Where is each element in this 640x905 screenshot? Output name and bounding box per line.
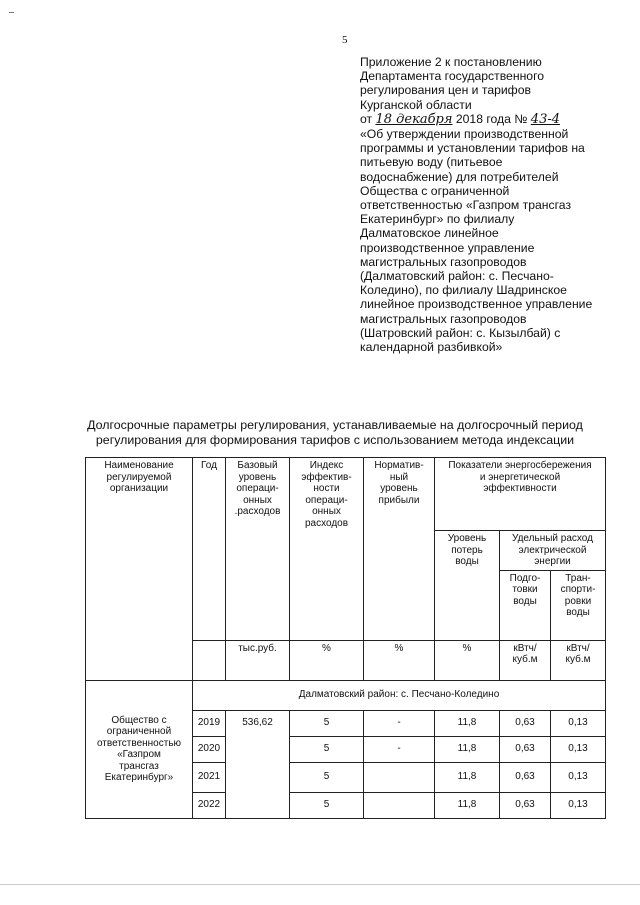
- header-loss: Уровень потерь воды: [435, 531, 500, 641]
- subject-line: линейное производственное управление: [360, 297, 593, 312]
- base-value-cell: 536,62: [226, 710, 290, 818]
- subject-line: календарной разбивкой»: [360, 340, 503, 355]
- header-profit: Норматив- ный уровень прибыли: [364, 458, 435, 641]
- subject-line: программы и установлении тарифов на: [360, 141, 585, 156]
- transport-cell: 0,13: [551, 710, 606, 736]
- transport-cell: 0,13: [551, 762, 606, 792]
- year-cell: 2019: [193, 710, 226, 736]
- page-number: 5: [342, 34, 348, 46]
- table-title-line: Долгосрочные параметры регулирования, устанавливаемые на долгосрочный период: [87, 418, 583, 432]
- profit-cell: -: [364, 736, 435, 762]
- loss-cell: 11,8: [435, 736, 500, 762]
- subject-line: «Об утверждении производственной: [360, 127, 569, 142]
- handwritten-number: 43-4: [530, 111, 561, 127]
- prep-cell: 0,63: [500, 792, 551, 818]
- subject-line: Екатеринбург» по филиалу: [360, 212, 515, 227]
- subject-line: Общества с ограниченной: [360, 183, 510, 198]
- org-name-cell: Общество с ограниченной ответственностью «Газпром трансгаз Екатеринбург»: [86, 680, 193, 818]
- subject-line: водоснабжение) для потребителей: [360, 169, 559, 184]
- unit-loss: %: [435, 640, 500, 680]
- subject-line: производственное управление: [360, 240, 535, 255]
- prep-cell: 0,63: [500, 736, 551, 762]
- subject-line: магистральных газопроводов: [360, 311, 527, 326]
- prep-cell: 0,63: [500, 710, 551, 736]
- year-cell: 2020: [193, 736, 226, 762]
- header-prep: Подго- товки воды: [500, 570, 551, 640]
- unit-profit: %: [364, 640, 435, 680]
- index-cell: 5: [290, 792, 364, 818]
- scan-mark: [9, 12, 14, 13]
- prep-cell: 0,63: [500, 762, 551, 792]
- appendix-line: регулирования цен и тарифов: [360, 83, 531, 98]
- header-transport: Тран- спорти- ровки воды: [551, 570, 606, 640]
- profit-cell: [364, 762, 435, 792]
- scan-edge-line: [0, 884, 640, 885]
- date-prefix: от: [360, 111, 373, 126]
- subject-line: питьевую воду (питьевое: [360, 155, 503, 170]
- year-cell: 2021: [193, 762, 226, 792]
- table-title: [70, 418, 600, 448]
- subject-line: (Далматовский район: с. Песчано-: [360, 269, 554, 284]
- loss-cell: 11,8: [435, 710, 500, 736]
- unit-year-empty: [193, 640, 226, 680]
- appendix-block: [360, 55, 620, 354]
- year-cell: 2022: [193, 792, 226, 818]
- profit-cell: -: [364, 710, 435, 736]
- index-cell: 5: [290, 762, 364, 792]
- header-energy: Показатели энергосбережения и энергетической эффективности: [435, 458, 606, 531]
- regulation-params-table: [85, 457, 606, 819]
- appendix-line: Департамента государственного: [360, 69, 545, 84]
- header-base: Базовый уровень операци- онных .расходов: [226, 458, 290, 641]
- index-cell: 5: [290, 736, 364, 762]
- subject-line: Далматовское линейное: [360, 226, 499, 241]
- index-cell: 5: [290, 710, 364, 736]
- handwritten-date: 18 декабря: [375, 111, 453, 127]
- subject-line: ответственностью «Газпром трансгаз: [360, 198, 572, 213]
- subject-line: (Шатровский район: с. Кызылбай) с: [360, 325, 561, 340]
- table-title-line: регулирования для формирования тарифов с использованием метода индексации: [95, 433, 575, 447]
- header-index: Индекс эффектив- ности операци- онных расходов: [290, 458, 364, 641]
- header-year: Год: [193, 458, 226, 641]
- header-specific: Удельный расход электрической энергии: [500, 531, 606, 571]
- unit-prep: кВтч/ куб.м: [500, 640, 551, 680]
- profit-cell: [364, 792, 435, 818]
- unit-transport: кВтч/ куб.м: [551, 640, 606, 680]
- transport-cell: 0,13: [551, 792, 606, 818]
- unit-index: %: [290, 640, 364, 680]
- date-suffix: 2018 года №: [455, 111, 528, 126]
- region-row: Далматовский район: с. Песчано-Колединo: [193, 680, 606, 710]
- appendix-line: Курганской области: [360, 97, 472, 112]
- transport-cell: 0,13: [551, 736, 606, 762]
- header-org: Наименование регулируемой организации: [86, 458, 193, 681]
- appendix-line: Приложение 2 к постановлению: [360, 55, 542, 69]
- subject-line: магистральных газопроводов: [360, 254, 527, 269]
- loss-cell: 11,8: [435, 792, 500, 818]
- unit-base: тыс.руб.: [226, 640, 290, 680]
- loss-cell: 11,8: [435, 762, 500, 792]
- subject-line: Колединo), по филиалу Шадринское: [360, 283, 567, 298]
- appendix-date-line: [360, 112, 620, 127]
